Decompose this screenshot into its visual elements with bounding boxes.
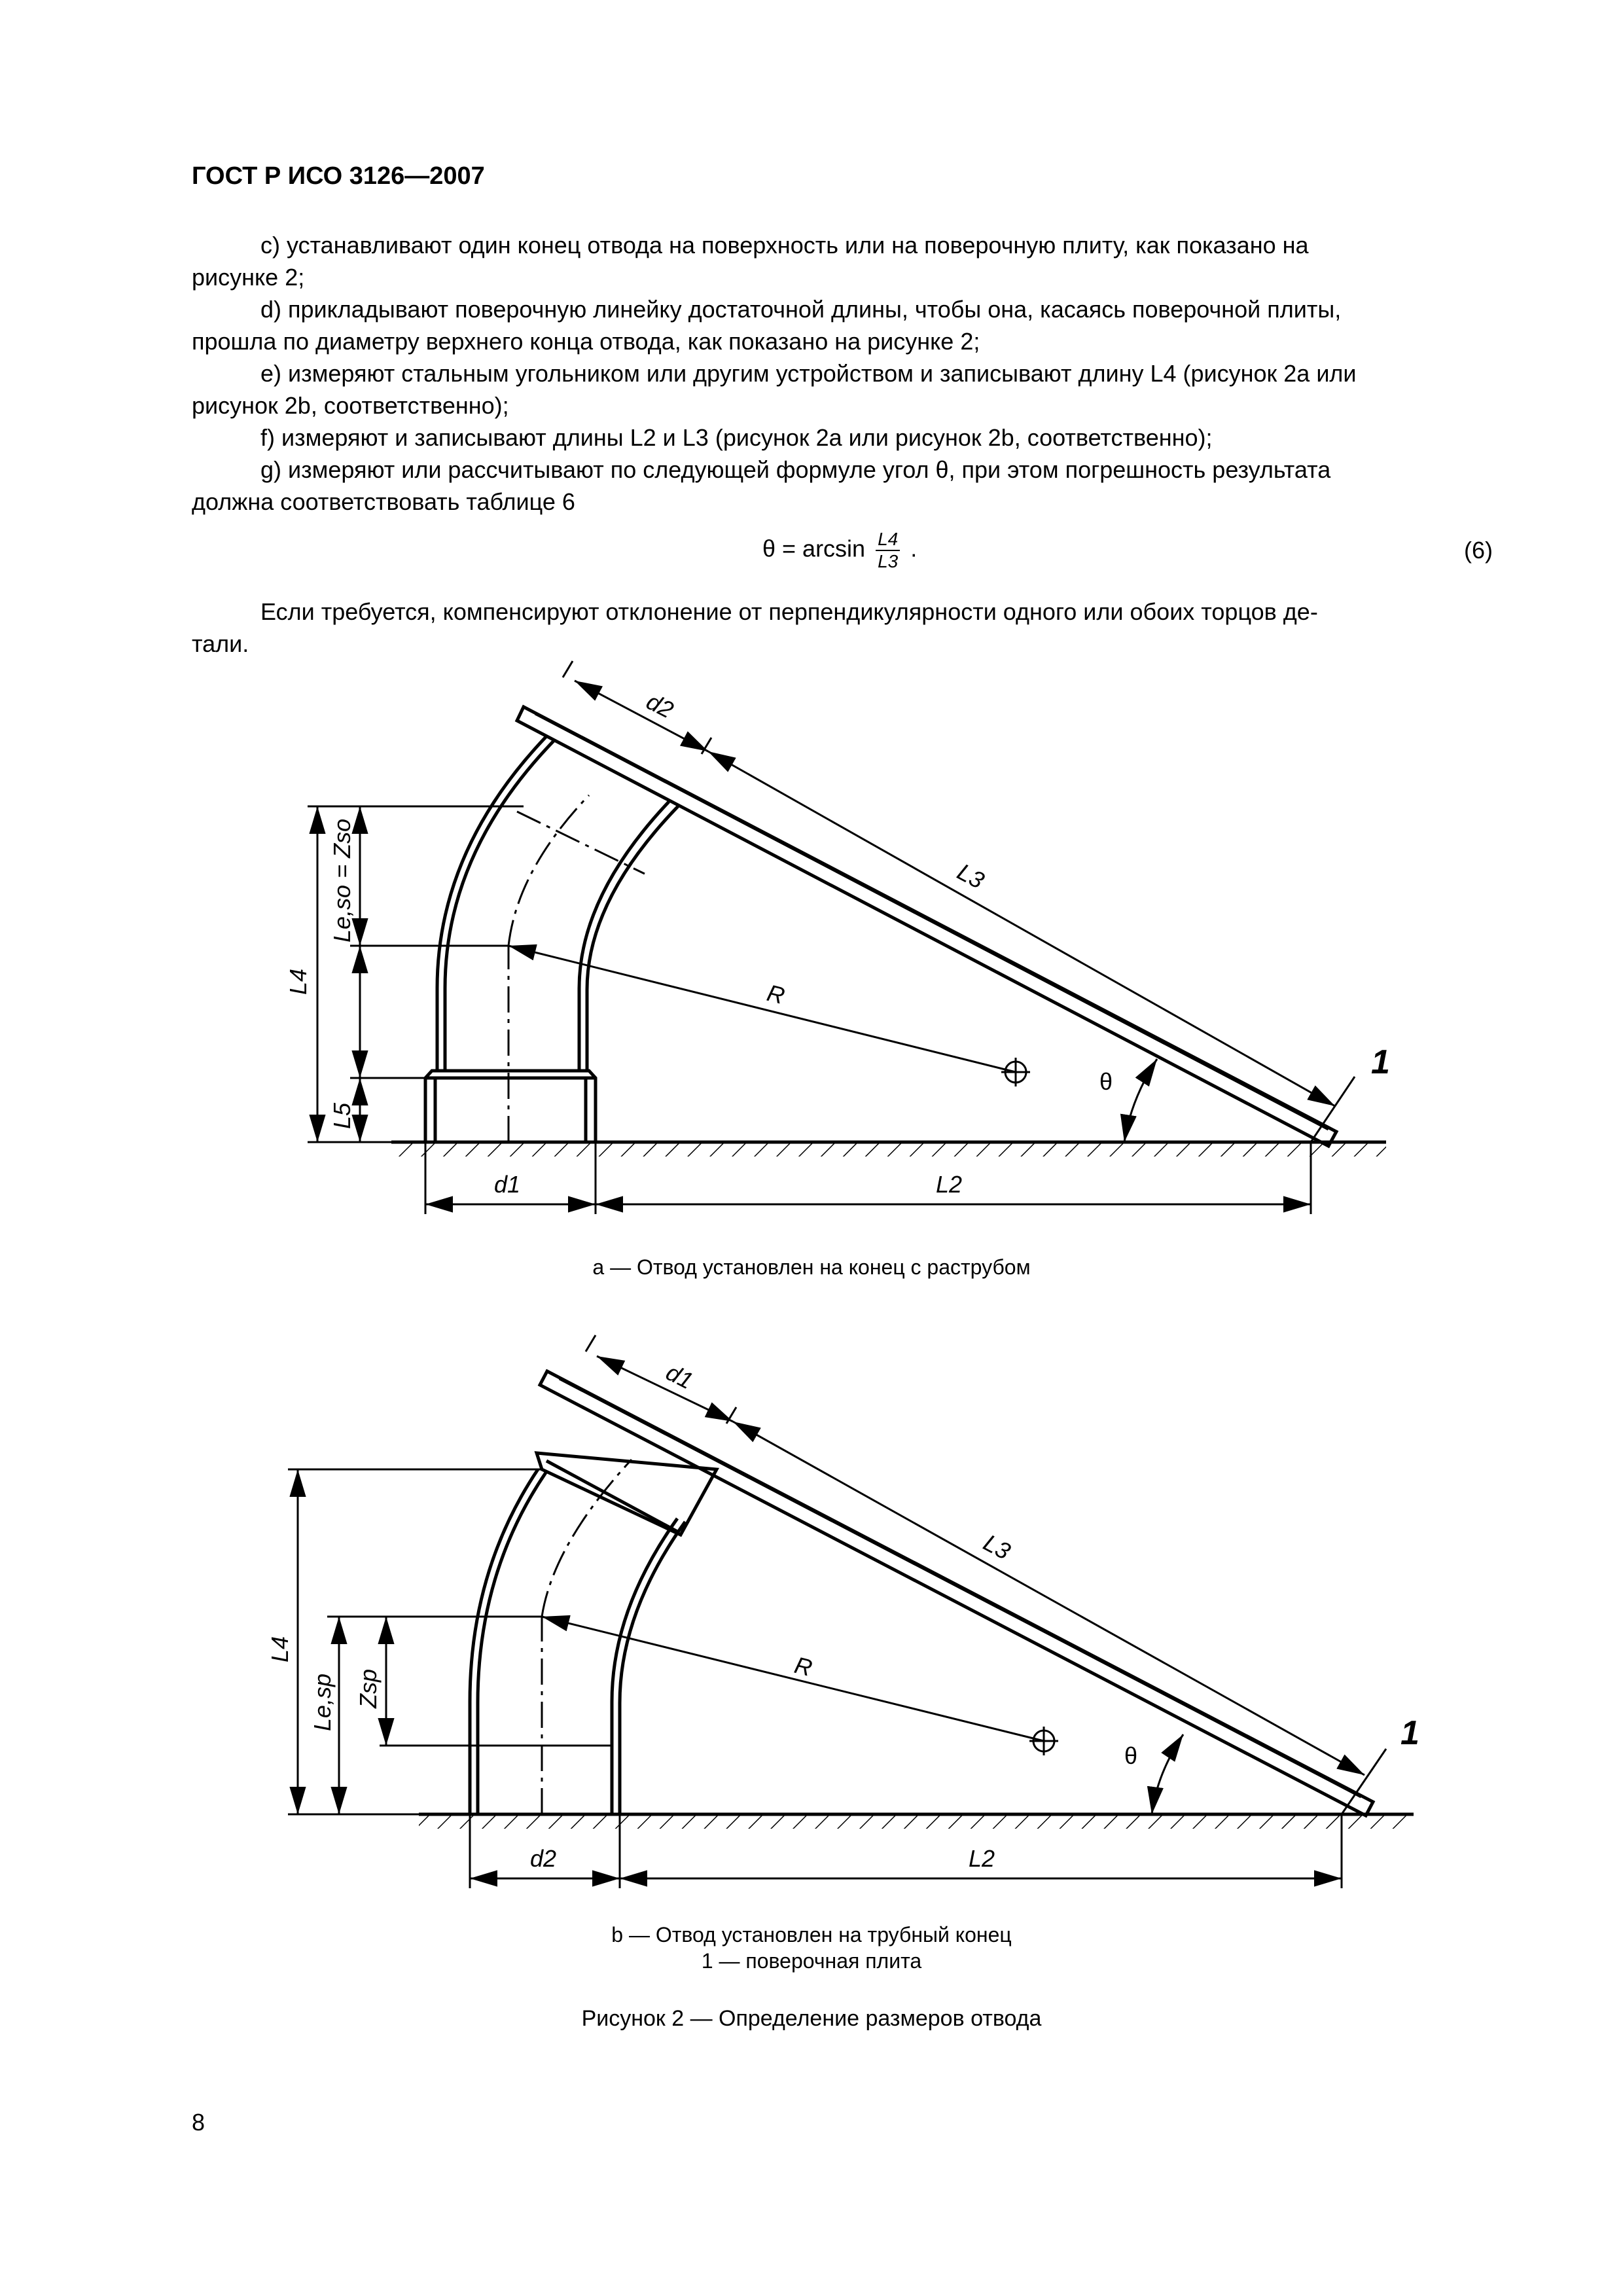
formula-fraction: $\frac{L4}{L3}$ (876, 529, 900, 572)
item-c: c) устанавливают один конец отвода на поверхность или на поверочную плиту, как показано на рисунке 2; (192, 232, 1309, 291)
caption-b-key: 1 — поверочная плита (701, 1949, 922, 1973)
page-number: 8 (192, 2109, 205, 2136)
label-a-R: R (764, 978, 788, 1010)
label-a-d1: d1 (494, 1171, 521, 1198)
label-b-L2: L2 (969, 1845, 995, 1872)
label-b-Zsp: Zsp (355, 1668, 382, 1708)
note-paragraph: Если требуется, компенсируют отклонение от перпендикулярности одного или обоих торцов де- тали. (192, 598, 1318, 657)
label-a-L5: L5 (329, 1102, 355, 1129)
label-a-theta: θ (1099, 1068, 1113, 1095)
label-a-L2: L2 (936, 1171, 963, 1198)
label-b-d2: d2 (530, 1845, 557, 1872)
formula-6: θ = arcsin $\frac{L4}{L3}$ . (762, 529, 918, 571)
label-a-Leso: Le,so = Zso (329, 818, 355, 942)
label-a-L4: L4 (285, 968, 312, 995)
label-b-L3: L3 (979, 1528, 1015, 1565)
label-b-d1: d1 (662, 1358, 698, 1395)
caption-b: b — Отвод установлен на трубный конец (611, 1923, 1012, 1946)
label-a-1: 1 (1371, 1043, 1390, 1081)
ruler-b (540, 1371, 1373, 1816)
label-b-R: R (792, 1651, 815, 1682)
formula-number: (6) (1464, 537, 1493, 564)
label-b-Lesp: Le,sp (309, 1673, 336, 1731)
item-g: g) измеряют или рассчитывают по следующей формуле угол θ, при этом погрешность результата должна соответствовать таблице 6 (192, 456, 1331, 515)
item-d: d) прикладывают поверочную линейку достаточной длины, чтобы она, касаясь поверочной плиты, прошла по диаметру верхнего конца отвода, как показано на рисунке 2; (192, 296, 1342, 355)
plate-b (419, 1814, 1414, 1829)
label-b-theta: θ (1124, 1742, 1138, 1769)
label-b-1: 1 (1400, 1714, 1419, 1752)
label-a-d2: d2 (642, 687, 678, 724)
item-e: e) измеряют стальным угольником или другим устройством и записывают длину L4 (рисунок 2a или рисунок 2b, соответственно); (192, 360, 1357, 419)
figure-title: Рисунок 2 — Определение размеров отвода (581, 2006, 1042, 2031)
document-header: ГОСТ Р ИСО 3126—2007 (192, 162, 485, 190)
label-a-L3: L3 (953, 857, 989, 894)
item-f: f) измеряют и записывают длины L2 и L3 (рисунок 2a или рисунок 2b, соответственно); (260, 424, 1213, 451)
label-b-L4: L4 (266, 1636, 293, 1662)
caption-a: a — Отвод установлен на конец с раструбом (592, 1255, 1031, 1279)
